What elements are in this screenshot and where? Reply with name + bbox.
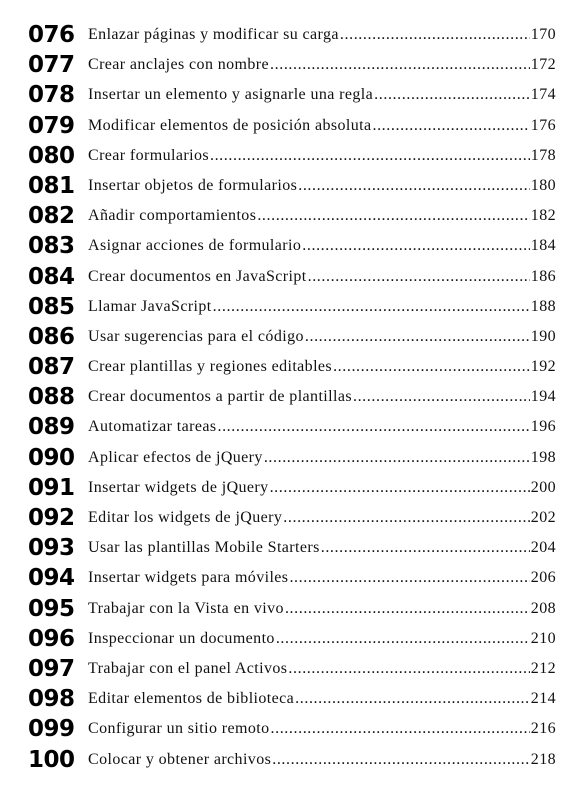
dot-leader <box>353 387 530 407</box>
entry-title: Usar las plantillas Mobile Starters <box>88 539 320 557</box>
entry-page-number: 210 <box>530 629 556 647</box>
dot-leader <box>321 538 530 558</box>
entry-title: Automatizar tareas <box>88 418 217 436</box>
toc-entry[interactable] <box>0 200 572 230</box>
toc-entry[interactable] <box>0 110 572 140</box>
entry-number: 091 <box>28 474 75 501</box>
entry-line <box>88 116 556 136</box>
toc-entry[interactable] <box>0 79 572 109</box>
entry-number: 080 <box>28 142 75 169</box>
entry-line <box>88 297 556 317</box>
entry-line <box>88 327 556 347</box>
entry-number: 086 <box>28 323 75 350</box>
entry-line <box>88 206 556 226</box>
entry-line <box>88 599 556 619</box>
entry-page-number: 206 <box>530 569 556 587</box>
toc-entry[interactable] <box>0 170 572 200</box>
entry-page-number: 196 <box>530 418 556 436</box>
table-of-contents <box>0 19 572 774</box>
toc-entry[interactable] <box>0 140 572 170</box>
entry-title: Insertar widgets para móviles <box>88 569 289 587</box>
entry-number: 094 <box>28 565 75 592</box>
entry-number: 100 <box>28 746 75 773</box>
dot-leader <box>264 448 530 468</box>
toc-entry[interactable] <box>0 744 572 774</box>
entry-line <box>88 568 556 588</box>
dot-leader <box>213 297 530 317</box>
dot-leader <box>305 327 530 347</box>
entry-line <box>88 146 556 166</box>
entry-title: Añadir comportamientos <box>88 207 257 225</box>
entry-title: Colocar y obtener archivos <box>88 750 272 768</box>
entry-number: 089 <box>28 414 75 441</box>
entry-title: Usar sugerencias para el código <box>88 327 304 345</box>
toc-entry[interactable] <box>0 321 572 351</box>
entry-page-number: 190 <box>530 327 556 345</box>
entry-line <box>88 448 556 468</box>
entry-title: Crear plantillas y regiones editables <box>88 358 333 376</box>
toc-entry[interactable] <box>0 713 572 743</box>
entry-title: Editar elementos de biblioteca <box>88 690 295 708</box>
dot-leader <box>298 176 530 196</box>
entry-number: 079 <box>28 112 75 139</box>
entry-line <box>88 387 556 407</box>
toc-entry[interactable] <box>0 593 572 623</box>
entry-line <box>88 417 556 437</box>
entry-number: 076 <box>28 22 75 48</box>
dot-leader <box>288 659 529 679</box>
entry-number: 097 <box>28 655 75 682</box>
toc-entry[interactable] <box>0 442 572 472</box>
toc-entry[interactable] <box>0 381 572 411</box>
entry-page-number: 212 <box>530 659 556 677</box>
entry-title: Trabajar con el panel Activos <box>88 659 288 677</box>
entry-title: Inspeccionar un documento <box>88 629 275 647</box>
toc-entry[interactable] <box>0 532 572 562</box>
entry-title: Llamar JavaScript <box>88 297 212 315</box>
entry-number: 077 <box>28 52 75 79</box>
toc-entry[interactable] <box>0 472 572 502</box>
entry-title: Crear documentos en JavaScript <box>88 267 307 285</box>
dot-leader <box>257 206 529 226</box>
entry-title: Enlazar páginas y modificar su carga <box>88 26 339 43</box>
dot-leader <box>308 267 530 287</box>
entry-line <box>88 176 556 196</box>
entry-number: 095 <box>28 595 75 622</box>
entry-page-number: 180 <box>530 176 556 194</box>
entry-page-number: 178 <box>530 146 556 164</box>
entry-number: 084 <box>28 263 75 290</box>
entry-title: Crear anclajes con nombre <box>88 56 270 74</box>
entry-number: 078 <box>28 82 75 109</box>
dot-leader <box>210 146 530 166</box>
toc-entry[interactable] <box>0 230 572 260</box>
toc-entry[interactable] <box>0 351 572 381</box>
entry-line <box>88 357 556 377</box>
toc-entry[interactable] <box>0 653 572 683</box>
entry-line <box>88 25 556 45</box>
entry-line <box>88 85 556 105</box>
entry-line <box>88 719 556 739</box>
entry-line <box>88 689 556 709</box>
toc-entry[interactable] <box>0 19 572 49</box>
toc-entry[interactable] <box>0 562 572 592</box>
entry-title: Insertar widgets de jQuery <box>88 478 269 496</box>
entry-line <box>88 750 556 770</box>
dot-leader <box>276 629 530 649</box>
toc-entry[interactable] <box>0 49 572 79</box>
entry-title: Configurar un sitio remoto <box>88 720 270 738</box>
entry-line <box>88 236 556 256</box>
entry-page-number: 204 <box>530 539 556 557</box>
dot-leader <box>270 478 530 498</box>
entry-number: 087 <box>28 354 75 381</box>
entry-page-number: 184 <box>530 237 556 255</box>
entry-line <box>88 659 556 679</box>
toc-entry[interactable] <box>0 502 572 532</box>
entry-number: 090 <box>28 444 75 471</box>
entry-title: Editar los widgets de jQuery <box>88 509 283 526</box>
entry-page-number: 218 <box>530 750 556 768</box>
entry-title: Modificar elementos de posición absoluta <box>88 116 372 134</box>
entry-page-number: 208 <box>530 599 556 617</box>
toc-entry[interactable] <box>0 623 572 653</box>
entry-number: 082 <box>28 203 75 230</box>
entry-line <box>88 55 556 75</box>
entry-page-number: 192 <box>530 358 556 376</box>
dot-leader <box>217 417 529 437</box>
entry-title: Crear formularios <box>88 146 209 164</box>
dot-leader <box>272 750 530 770</box>
entry-title: Insertar objetos de formularios <box>88 176 298 194</box>
dot-leader <box>283 508 530 528</box>
entry-line <box>88 538 556 558</box>
entry-title: Aplicar efectos de jQuery <box>88 448 263 466</box>
entry-title: Asignar acciones de formulario <box>88 237 302 255</box>
toc-entry[interactable] <box>0 683 572 713</box>
entry-page-number: 194 <box>530 388 556 406</box>
dot-leader <box>289 568 529 588</box>
entry-page-number: 182 <box>530 207 556 225</box>
toc-entry[interactable] <box>0 291 572 321</box>
toc-entry[interactable] <box>0 261 572 291</box>
entry-number: 096 <box>28 625 75 652</box>
dot-leader <box>295 689 530 709</box>
dot-leader <box>302 236 530 256</box>
entry-page-number: 170 <box>530 26 556 43</box>
entry-page-number: 174 <box>530 86 556 104</box>
dot-leader <box>372 116 529 136</box>
dot-leader <box>374 85 530 105</box>
entry-number: 098 <box>28 686 75 713</box>
toc-entry[interactable] <box>0 411 572 441</box>
entry-line <box>88 478 556 498</box>
entry-page-number: 176 <box>530 116 556 134</box>
entry-number: 088 <box>28 384 75 411</box>
entry-page-number: 214 <box>530 690 556 708</box>
entry-number: 099 <box>28 716 75 743</box>
entry-title: Insertar un elemento y asignarle una regla <box>88 86 374 104</box>
dot-leader <box>270 55 530 75</box>
entry-title: Trabajar con la Vista en vivo <box>88 599 284 617</box>
dot-leader <box>285 599 530 619</box>
dot-leader <box>340 25 530 45</box>
entry-number: 093 <box>28 535 75 562</box>
entry-line <box>88 267 556 287</box>
entry-line <box>88 629 556 649</box>
entry-page-number: 216 <box>530 720 556 738</box>
entry-title: Crear documentos a partir de plantillas <box>88 388 352 406</box>
entry-page-number: 202 <box>530 509 556 526</box>
dot-leader <box>271 719 530 739</box>
entry-line <box>88 508 556 528</box>
entry-number: 092 <box>28 505 75 531</box>
entry-page-number: 200 <box>530 478 556 496</box>
entry-number: 085 <box>28 293 75 320</box>
entry-number: 081 <box>28 172 75 199</box>
entry-page-number: 172 <box>530 56 556 74</box>
entry-page-number: 188 <box>530 297 556 315</box>
entry-number: 083 <box>28 233 75 260</box>
entry-page-number: 186 <box>530 267 556 285</box>
dot-leader <box>333 357 530 377</box>
entry-page-number: 198 <box>530 448 556 466</box>
